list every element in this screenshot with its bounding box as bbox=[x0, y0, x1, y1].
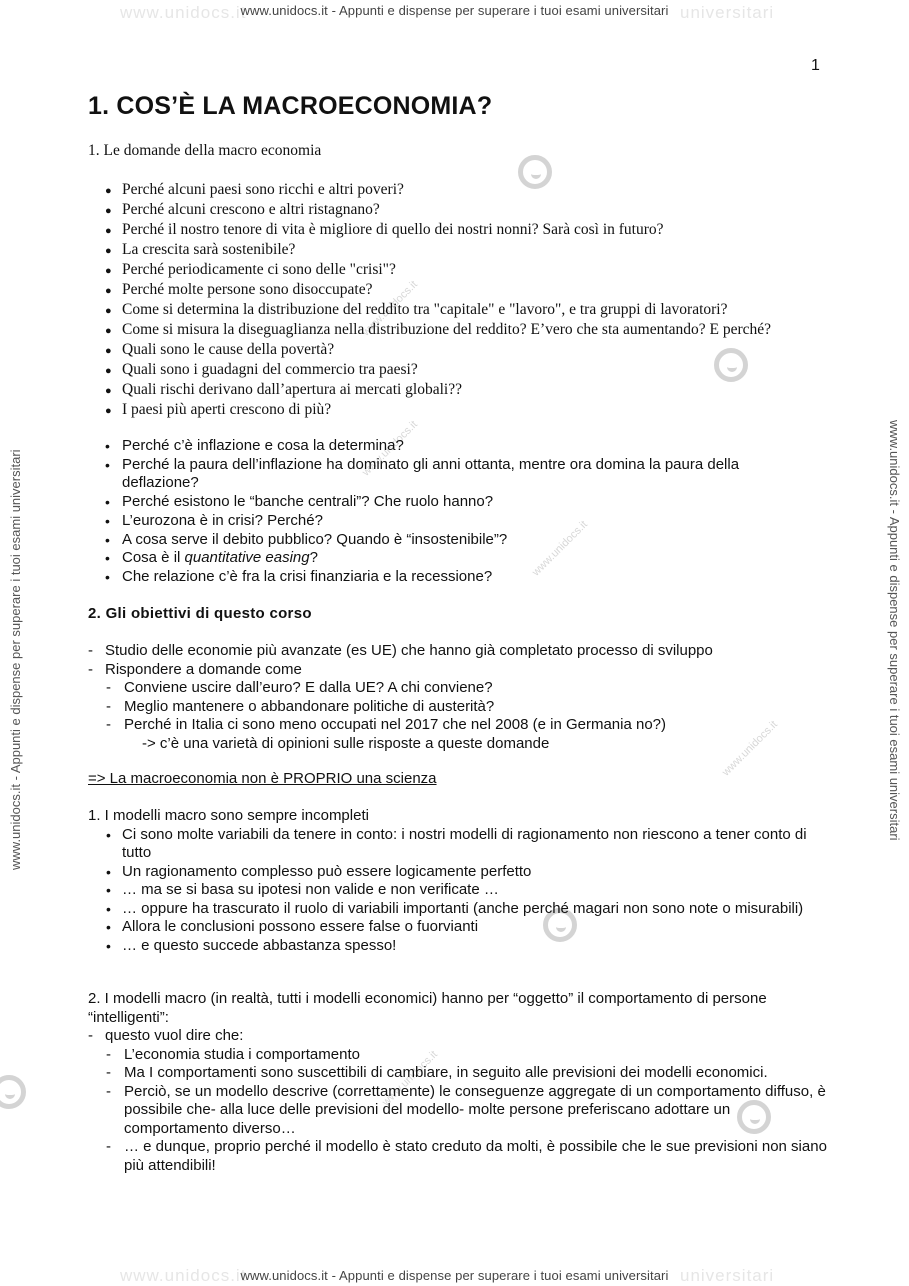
list-item: - L’economia studia i comportamento bbox=[106, 1045, 360, 1063]
list-item: • … ma se si basa su ipotesi non valide e non verificate … bbox=[106, 881, 499, 898]
diagonal-watermark: www.unidocs.it bbox=[720, 718, 780, 779]
watermark-ghost-bottom-left: www.unidocs.it bbox=[120, 1266, 247, 1285]
arrow-note: -> c’è una varietà di opinioni sulle risposte a queste domande bbox=[142, 734, 550, 752]
conclusion-line: => La macroeconomia non è PROPRIO una scienza bbox=[88, 770, 437, 787]
section-heading: 2. Gli obiettivi di questo corso bbox=[88, 605, 312, 622]
objectives-block bbox=[88, 642, 828, 753]
list-item: - … e dunque, proprio perché il modello è stato creduto da molti, è possibile che le sue previsioni non siano più attendibili! bbox=[106, 1138, 827, 1174]
point2-block bbox=[88, 990, 828, 1175]
list-item: • Ci sono molte variabili da tenere in conto: i nostri modelli di ragionamento non riescono a tener conto di tutto bbox=[106, 825, 807, 861]
unidocs-logo-icon bbox=[0, 1075, 26, 1109]
list-item: - Perciò, se un modello descrive (correttamente) le conseguenze aggregate di un comportamento diffuso, è possibile che- alla luce delle previsioni del modello- molte persone preferiscano adottare un comportamento diverso… bbox=[106, 1082, 826, 1137]
list-item: - Studio delle economie più avanzate (es UE) che hanno già completato processo di sviluppo bbox=[88, 642, 713, 659]
diagonal-watermark: www.unidocs.it bbox=[360, 278, 420, 339]
list-item: • L’eurozona è in crisi? Perché? bbox=[105, 511, 323, 529]
list-item: • Allora le conclusioni possono essere false o fuorvianti bbox=[106, 918, 479, 935]
list-item: • … oppure ha trascurato il ruolo di variabili importanti (anche perché magari non sono note o misurabili) bbox=[106, 899, 804, 917]
list-item: • Perché c’è inflazione e cosa la determina? bbox=[105, 437, 404, 454]
point1-block bbox=[88, 807, 828, 955]
section-heading: 1. Le domande della macro economia bbox=[88, 142, 322, 159]
list-item: ● Quali sono le cause della povertà? bbox=[105, 341, 335, 358]
list-item: • Perché la paura dell’inflazione ha dominato gli anni ottanta, mentre ora domina la paura della deflazione? bbox=[105, 455, 740, 492]
point-heading: 1. I modelli macro sono sempre incompleti bbox=[88, 807, 369, 824]
watermark-ghost-left: www.unidocs.it bbox=[120, 3, 247, 22]
diagonal-watermark: www.unidocs.it bbox=[530, 518, 590, 579]
page-title: 1. COS’È LA MACROECONOMIA? bbox=[88, 92, 493, 120]
list-item: - Ma I comportamenti sono suscettibili di cambiare, in seguito alle previsioni dei modelli economici. bbox=[106, 1064, 768, 1081]
list-item: ● Quali rischi derivano dall’apertura ai mercati globali?? bbox=[105, 381, 462, 398]
list-item: - Conviene uscire dall’euro? E dalla UE? A chi conviene? bbox=[106, 679, 493, 696]
list-item: ● Perché il nostro tenore di vita è migliore di quello dei nostri nonni? Sarà così in futuro? bbox=[105, 221, 664, 238]
header-watermark: www.unidocs.it - Appunti e dispense per superare i tuoi esami universitari bbox=[240, 3, 669, 18]
list-item: ● La crescita sarà sostenibile? bbox=[105, 241, 296, 258]
sans-question-list bbox=[105, 437, 805, 587]
list-item: • … e questo succede abbastanza spesso! bbox=[106, 936, 397, 954]
footer-watermark: www.unidocs.it - Appunti e dispense per superare i tuoi esami universitari bbox=[240, 1268, 669, 1283]
watermark-ghost-right: universitari bbox=[680, 3, 775, 22]
serif-question-list bbox=[105, 180, 805, 420]
page-number: 1 bbox=[811, 57, 820, 74]
list-item: ● Perché molte persone sono disoccupate? bbox=[105, 281, 373, 298]
list-item: • Cosa è il quantitative easing? bbox=[105, 549, 318, 567]
list-item: • A cosa serve il debito pubblico? Quando è “insostenibile”? bbox=[105, 530, 508, 548]
diagonal-watermark: www.unidocs.it bbox=[380, 1048, 440, 1109]
watermark-ghost-bottom-right: universitari bbox=[680, 1266, 775, 1285]
list-item: • Perché esistono le “banche centrali”? Che ruolo hanno? bbox=[105, 493, 494, 511]
list-item: ● I paesi più aperti crescono di più? bbox=[105, 401, 332, 418]
list-item: ● Come si determina la distribuzione del reddito tra "capitale" e "lavoro", e tra gruppi di lavoratori? bbox=[105, 301, 728, 318]
list-item: - Perché in Italia ci sono meno occupati nel 2017 che nel 2008 (e in Germania no?) bbox=[106, 716, 666, 733]
left-side-watermark: www.unidocs.it - Appunti e dispense per superare i tuoi esami universitari bbox=[8, 449, 23, 870]
point-heading: 2. I modelli macro (in realtà, tutti i modelli economici) hanno per “oggetto” il comportamento di persone “intelligenti”: bbox=[88, 990, 767, 1026]
list-item: ● Quali sono i guadagni del commercio tra paesi? bbox=[105, 361, 418, 378]
right-side-watermark: www.unidocs.it - Appunti e dispense per superare i tuoi esami universitari bbox=[887, 420, 902, 841]
list-item: ● Perché alcuni paesi sono ricchi e altri poveri? bbox=[105, 181, 404, 198]
list-item: • Che relazione c’è fra la crisi finanziaria e la recessione? bbox=[105, 567, 493, 585]
list-item: • Un ragionamento complesso può essere logicamente perfetto bbox=[106, 862, 532, 880]
diagonal-watermark: www.unidocs.it bbox=[360, 418, 420, 479]
list-item: ● Come si misura la diseguaglianza nella distribuzione del reddito? E’vero che sta aumentando? E perché? bbox=[105, 321, 772, 338]
list-item: ● Perché alcuni crescono e altri ristagnano? bbox=[105, 201, 380, 218]
list-item: ● Perché periodicamente ci sono delle "crisi"? bbox=[105, 261, 396, 278]
list-item: - Rispondere a domande come bbox=[88, 660, 302, 678]
list-item: - Meglio mantenere o abbandonare politiche di austerità? bbox=[106, 697, 495, 715]
list-item: - questo vuol dire che: bbox=[88, 1027, 244, 1044]
